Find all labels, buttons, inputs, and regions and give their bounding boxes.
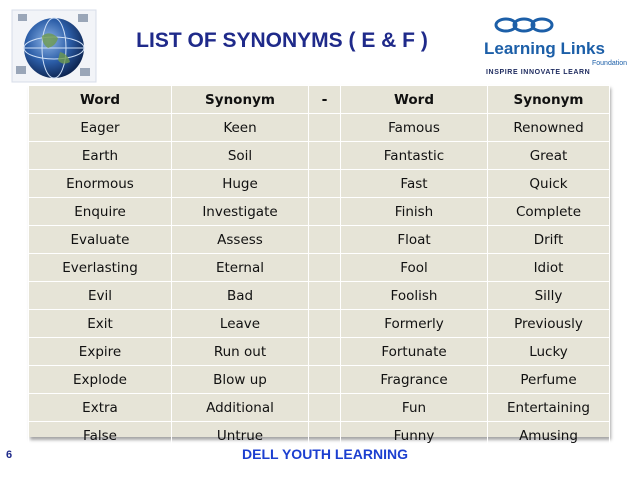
cell-word-1: Expire [29, 338, 172, 366]
cell-synonym-2: Great [488, 142, 610, 170]
cell-synonym-1: Assess [172, 226, 309, 254]
cell-synonym-1: Leave [172, 310, 309, 338]
cell-word-1: Extra [29, 394, 172, 422]
cell-word-2: Funny [341, 422, 488, 450]
cell-separator [309, 226, 341, 254]
cell-separator [309, 198, 341, 226]
cell-word-2: Float [341, 226, 488, 254]
globe-logo [8, 6, 100, 86]
cell-word-1: Evil [29, 282, 172, 310]
cell-separator [309, 254, 341, 282]
table-row [29, 170, 610, 198]
header-separator: - [309, 86, 341, 114]
cell-word-2: Fool [341, 254, 488, 282]
table-row [29, 394, 610, 422]
cell-synonym-1: Bad [172, 282, 309, 310]
cell-synonym-2: Complete [488, 198, 610, 226]
cell-word-2: Foolish [341, 282, 488, 310]
cell-separator [309, 366, 341, 394]
cell-separator [309, 142, 341, 170]
cell-synonym-1: Untrue [172, 422, 309, 450]
cell-synonym-1: Investigate [172, 198, 309, 226]
page-title: LIST OF SYNONYMS ( E & F ) [136, 29, 428, 52]
cell-word-2: Fun [341, 394, 488, 422]
header-synonym-2: Synonym [488, 86, 610, 114]
cell-synonym-2: Quick [488, 170, 610, 198]
cell-word-1: Earth [29, 142, 172, 170]
cell-word-2: Fantastic [341, 142, 488, 170]
table-row [29, 366, 610, 394]
learning-links-logo [484, 14, 634, 84]
table-row [29, 226, 610, 254]
cell-synonym-2: Silly [488, 282, 610, 310]
cell-word-2: Finish [341, 198, 488, 226]
cell-synonym-2: Lucky [488, 338, 610, 366]
header-synonym-1: Synonym [172, 86, 309, 114]
cell-synonym-1: Run out [172, 338, 309, 366]
table-row [29, 142, 610, 170]
table-row [29, 310, 610, 338]
cell-word-2: Famous [341, 114, 488, 142]
cell-word-1: Eager [29, 114, 172, 142]
cell-word-2: Fortunate [341, 338, 488, 366]
table-row [29, 198, 610, 226]
logo-tagline: INSPIRE INNOVATE LEARN [486, 69, 591, 76]
chain-links-icon [492, 14, 562, 36]
logo-foundation: Foundation [592, 60, 628, 67]
cell-word-1: Exit [29, 310, 172, 338]
cell-synonym-2: Renowned [488, 114, 610, 142]
cell-synonym-1: Eternal [172, 254, 309, 282]
cell-word-1: Explode [29, 366, 172, 394]
cell-synonym-2: Previously [488, 310, 610, 338]
table-row [29, 254, 610, 282]
cell-synonym-1: Blow up [172, 366, 309, 394]
cell-word-2: Fragrance [341, 366, 488, 394]
cell-word-2: Formerly [341, 310, 488, 338]
cell-separator [309, 338, 341, 366]
table-row [29, 338, 610, 366]
table-row [29, 114, 610, 142]
header-word-1: Word [29, 86, 172, 114]
table-row [29, 282, 610, 310]
table-header-row [29, 86, 610, 114]
cell-word-1: Enormous [29, 170, 172, 198]
cell-synonym-2: Entertaining [488, 394, 610, 422]
cell-word-1: Enquire [29, 198, 172, 226]
cell-synonym-1: Huge [172, 170, 309, 198]
cell-separator [309, 310, 341, 338]
cell-synonym-1: Soil [172, 142, 309, 170]
synonyms-table-container [28, 85, 609, 444]
cell-synonym-2: Perfume [488, 366, 610, 394]
footer-text: DELL YOUTH LEARNING [242, 446, 408, 462]
cell-synonym-1: Additional [172, 394, 309, 422]
cell-separator [309, 394, 341, 422]
cell-separator [309, 282, 341, 310]
synonyms-table [28, 85, 610, 450]
header-word-2: Word [341, 86, 488, 114]
globe-icon [8, 6, 100, 86]
logo-name: Learning Links [484, 39, 605, 58]
cell-word-1: Evaluate [29, 226, 172, 254]
cell-separator [309, 114, 341, 142]
cell-word-2: Fast [341, 170, 488, 198]
cell-synonym-2: Idiot [488, 254, 610, 282]
cell-synonym-1: Keen [172, 114, 309, 142]
page-number: 6 [6, 449, 13, 461]
cell-word-1: False [29, 422, 172, 450]
cell-synonym-2: Drift [488, 226, 610, 254]
cell-synonym-2: Amusing [488, 422, 610, 450]
cell-word-1: Everlasting [29, 254, 172, 282]
cell-separator [309, 170, 341, 198]
